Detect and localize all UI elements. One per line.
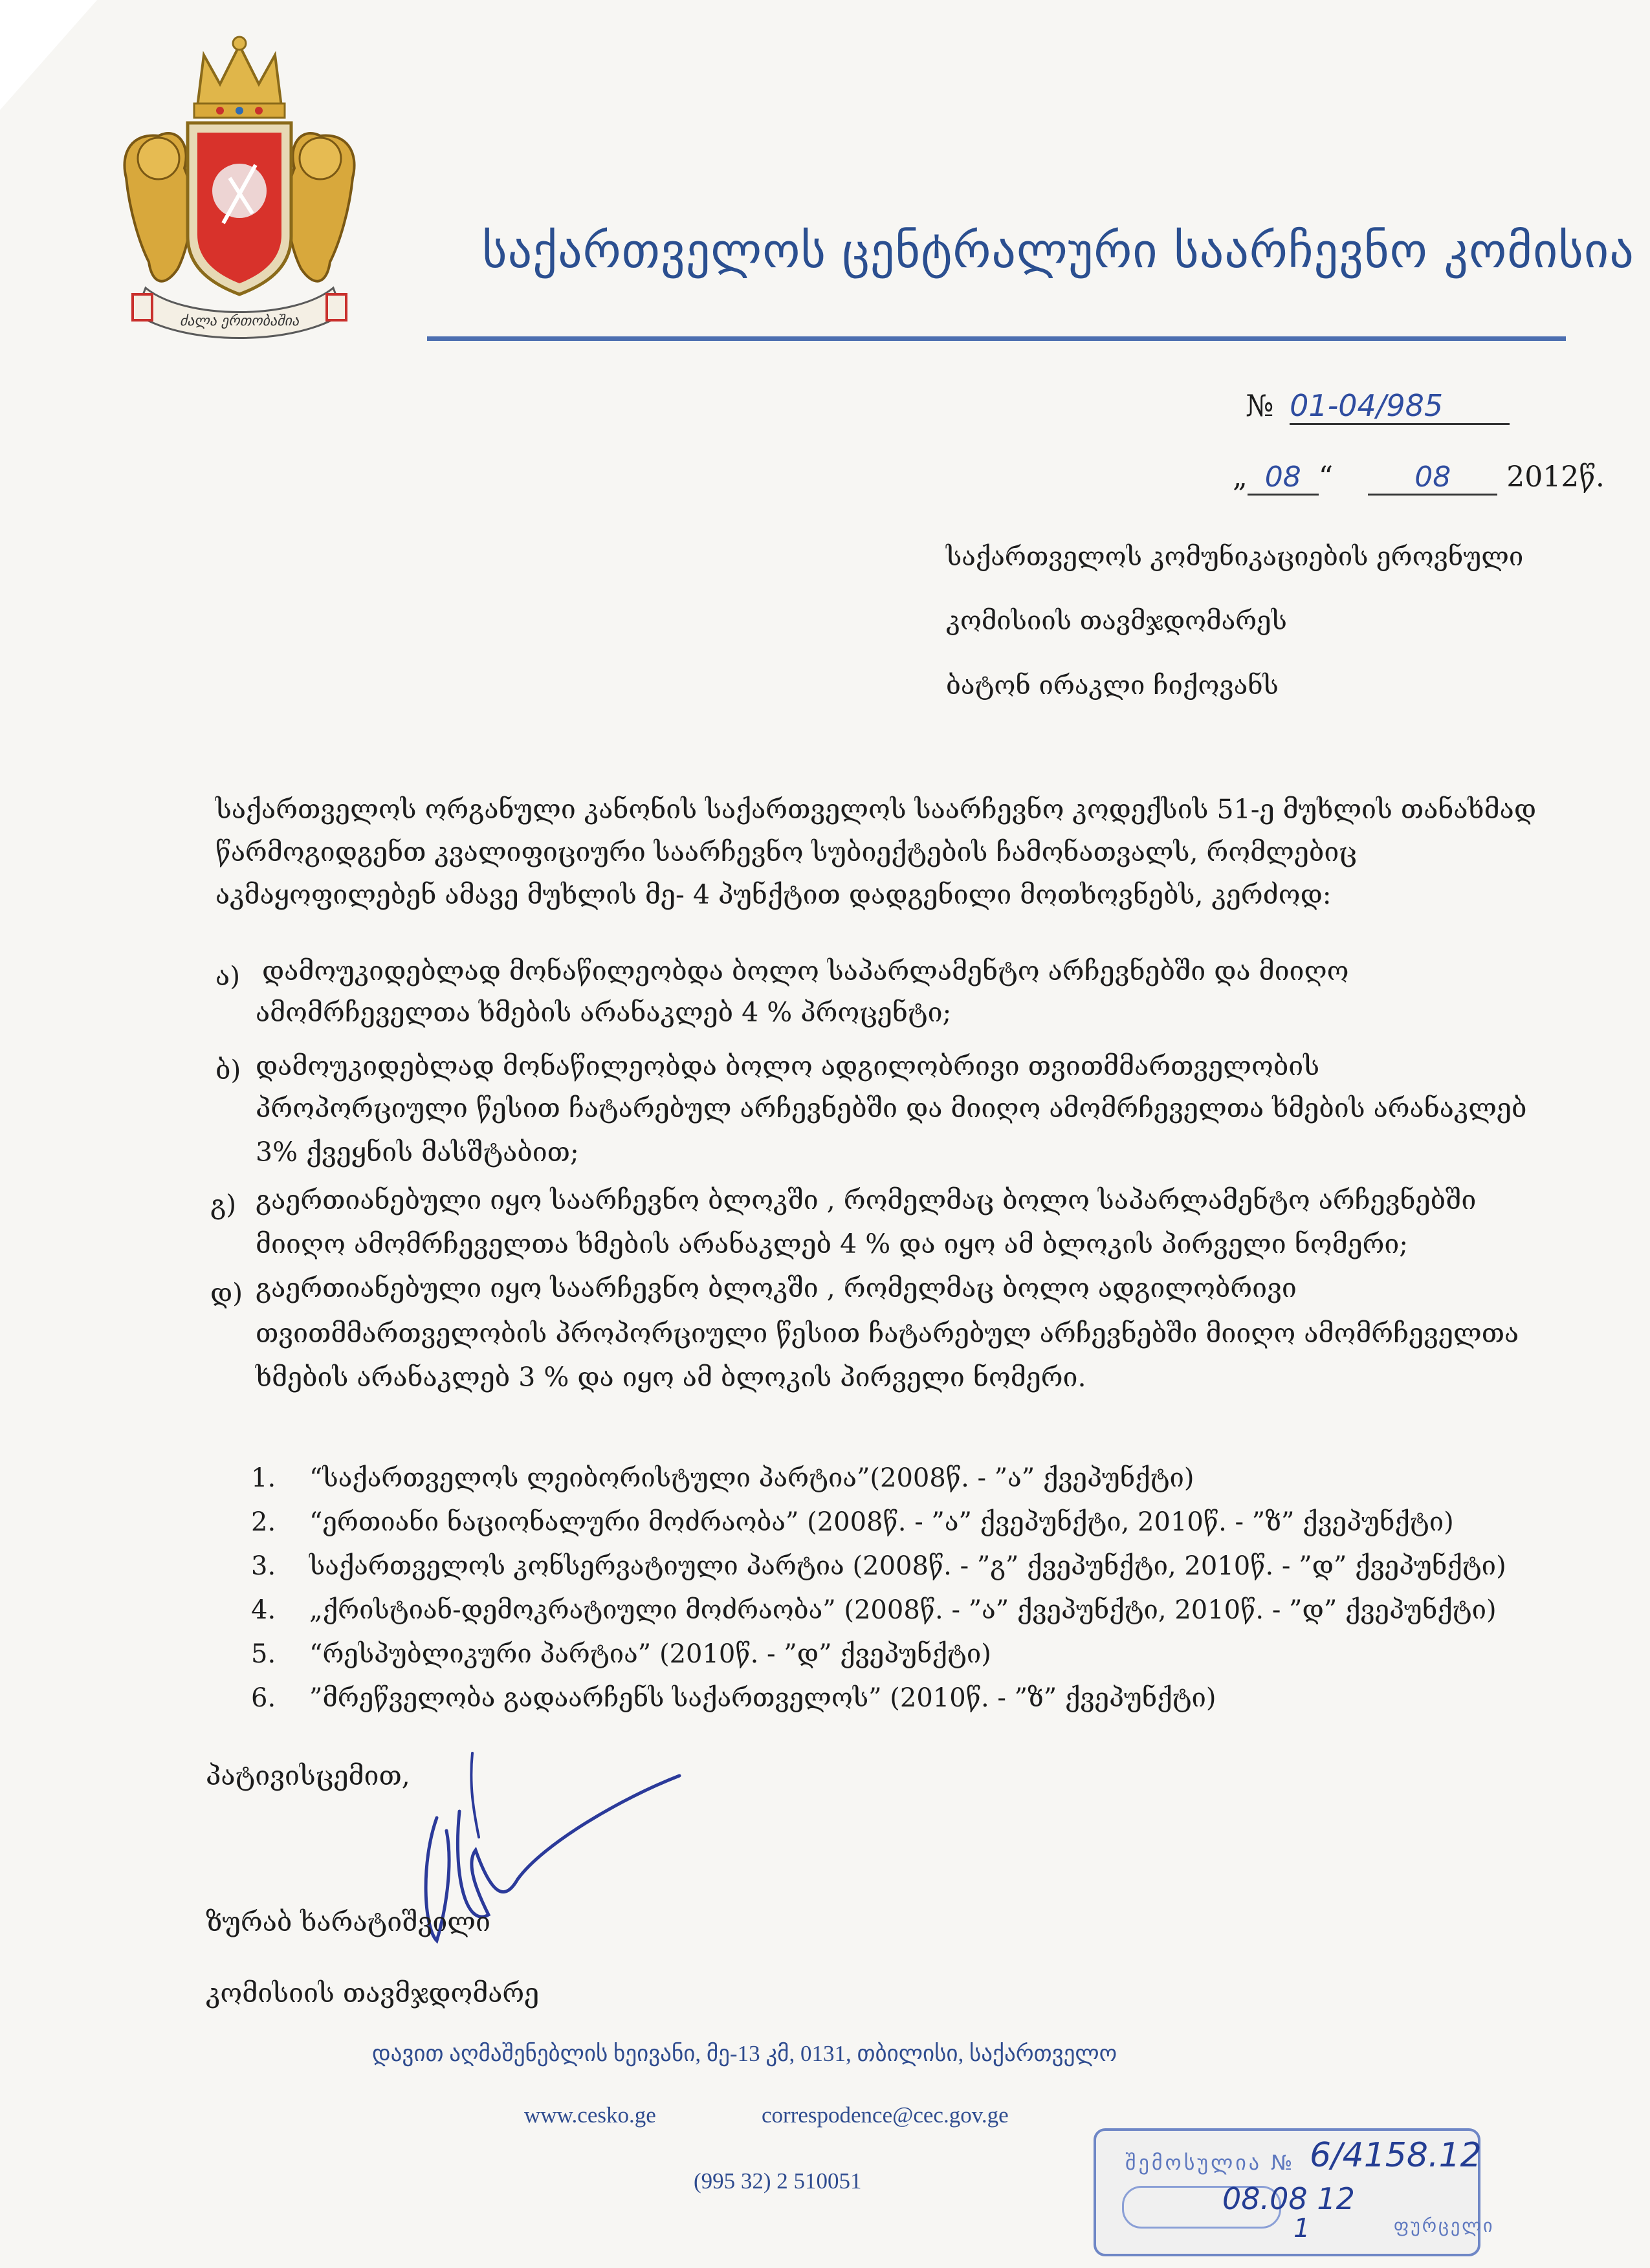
date-year: 2012წ.	[1506, 461, 1605, 494]
criterion-letter: დ)	[210, 1278, 243, 1309]
header-divider	[427, 336, 1566, 341]
footer-address: დავით აღმაშენებლის ხეივანი, მე-13 კმ, 0131, თბილისი, საქართველო	[372, 2041, 1117, 2066]
number-label: №	[1246, 388, 1274, 423]
date-day: 08	[1248, 461, 1319, 496]
coat-of-arms-emblem	[107, 29, 372, 353]
party-name: “რესპუბლიკური პარტია” (2010წ. - ”დ” ქვეპუნქტი)	[309, 1639, 991, 1669]
number-value: 01-04/985	[1290, 388, 1510, 425]
criterion-letter: ა)	[215, 961, 241, 992]
criterion-line: პროპორციული წესით ჩატარებულ არჩევნებში და მიიღო ამომრჩეველთა ხმების არანაკლებ	[256, 1093, 1527, 1124]
lion-right-icon	[287, 133, 354, 281]
stamp-sheets-label: ფურცელი	[1394, 2215, 1495, 2236]
recipient-line: საქართველოს კომუნიკაციების ეროვნული	[946, 542, 1524, 572]
criterion-line: 3% ქვეყნის მასშტაბით;	[256, 1137, 579, 1168]
signer-title: კომისიის თავმჯდომარე	[206, 1978, 540, 2009]
criterion-line: ამომრჩეველთა ხმების არანაკლებ 4 % პროცენტი;	[256, 997, 952, 1028]
signer-name: ზურაბ ხარატიშვილი	[206, 1906, 490, 1937]
criterion-line: დამოუკიდებლად მონაწილეობდა ბოლო ადგილობრივი თვითმმართველობის	[256, 1051, 1320, 1082]
intro-line: აკმაყოფილებენ ამავე მუხლის მე- 4 პუნქტით დადგენილი მოთხოვნებს, კერძოდ:	[215, 879, 1332, 910]
criterion-line: დამოუკიდებლად მონაწილეობდა ბოლო საპარლამენტო არჩევნებში და მიიღო	[262, 955, 1349, 987]
date-month: 08	[1368, 461, 1497, 496]
footer-website[interactable]: www.cesko.ge	[524, 2102, 656, 2128]
party-number: 4.	[251, 1595, 276, 1625]
party-name: “საქართველოს ლეიბორისტული პარტია”(2008წ. - ”ა” ქვეპუნქტი)	[309, 1463, 1194, 1493]
intro-line: საქართველოს ორგანული კანონის საქართველოს საარჩევნო კოდექსის 51-ე მუხლის თანახმად	[215, 794, 1536, 825]
recipient-line: ბატონ ირაკლი ჩიქოვანს	[946, 671, 1279, 701]
footer-email[interactable]: correspodence@cec.gov.ge	[762, 2102, 1009, 2128]
svg-text:ძალა ერთობაშია: ძალა ერთობაშია	[179, 313, 300, 329]
stamp-number: 6/4158.12	[1310, 2136, 1482, 2175]
intro-line: წარმოგიდგენთ კვალიფიციური საარჩევნო სუბიექტების ჩამონათვალს, რომლებიც	[215, 836, 1357, 867]
reference-number	[1246, 388, 1510, 425]
stamp-sheets: 1	[1293, 2214, 1310, 2243]
incoming-stamp	[1094, 2128, 1495, 2256]
criterion-line: გაერთიანებული იყო საარჩევნო ბლოკში , რომელმაც ბოლო საპარლამენტო არჩევნებში	[256, 1184, 1477, 1216]
recipient-line: კომისიის თავმჯდომარეს	[946, 606, 1287, 636]
criterion-line: ხმების არანაკლებ 3 % და იყო ამ ბლოკის პირველი ნომერი.	[256, 1362, 1086, 1393]
reference-date: „ 08 “ 08 2012წ.	[1233, 461, 1605, 496]
criterion-line: გაერთიანებული იყო საარჩევნო ბლოკში , რომელმაც ბოლო ადგილობრივი	[256, 1272, 1297, 1303]
party-number: 5.	[251, 1639, 276, 1669]
criterion-letter: გ)	[210, 1189, 237, 1220]
party-number: 3.	[251, 1551, 276, 1581]
criterion-letter: ბ)	[215, 1054, 241, 1085]
party-name: „ქრისტიან-დემოკრატიული მოძრაობა” (2008წ. - ”ა” ქვეპუნქტი, 2010წ. - ”დ” ქვეპუნქტი)	[309, 1595, 1497, 1625]
criterion-line: მიიღო ამომრჩეველთა ხმების არანაკლებ 4 % და იყო ამ ბლოკის პირველი ნომერი;	[256, 1228, 1409, 1259]
footer-phone: (995 32) 2 510051	[694, 2168, 862, 2194]
party-name: “ერთიანი ნაციონალური მოძრაობა” (2008წ. - ”ა” ქვეპუნქტი, 2010წ. - ”ზ” ქვეპუნქტი)	[309, 1507, 1454, 1537]
party-number: 2.	[251, 1507, 276, 1537]
party-number: 1.	[251, 1463, 276, 1493]
folded-corner	[0, 0, 97, 110]
crown-icon	[194, 37, 285, 118]
lion-left-icon	[124, 133, 191, 281]
party-number: 6.	[251, 1683, 276, 1713]
party-name: საქართველოს კონსერვატიული პარტია (2008წ. - ”გ” ქვეპუნქტი, 2010წ. - ”დ” ქვეპუნქტი)	[309, 1551, 1506, 1581]
criterion-line: თვითმმართველობის პროპორციული წესით ჩატარებულ არჩევნებში მიიღო ამომრჩეველთა	[256, 1318, 1519, 1349]
salutation: პატივისცემით,	[206, 1760, 410, 1791]
stamp-date: 08.08 12	[1222, 2181, 1355, 2216]
stamp-title: შემოსულია №	[1125, 2150, 1295, 2175]
shield-icon	[188, 123, 291, 294]
party-name: ”მრეწველობა გადაარჩენს საქართველოს” (2010წ. - ”ზ” ქვეპუნქტი)	[309, 1683, 1216, 1713]
organization-title: საქართველოს ცენტრალური საარჩევნო კომისია	[482, 223, 1634, 279]
